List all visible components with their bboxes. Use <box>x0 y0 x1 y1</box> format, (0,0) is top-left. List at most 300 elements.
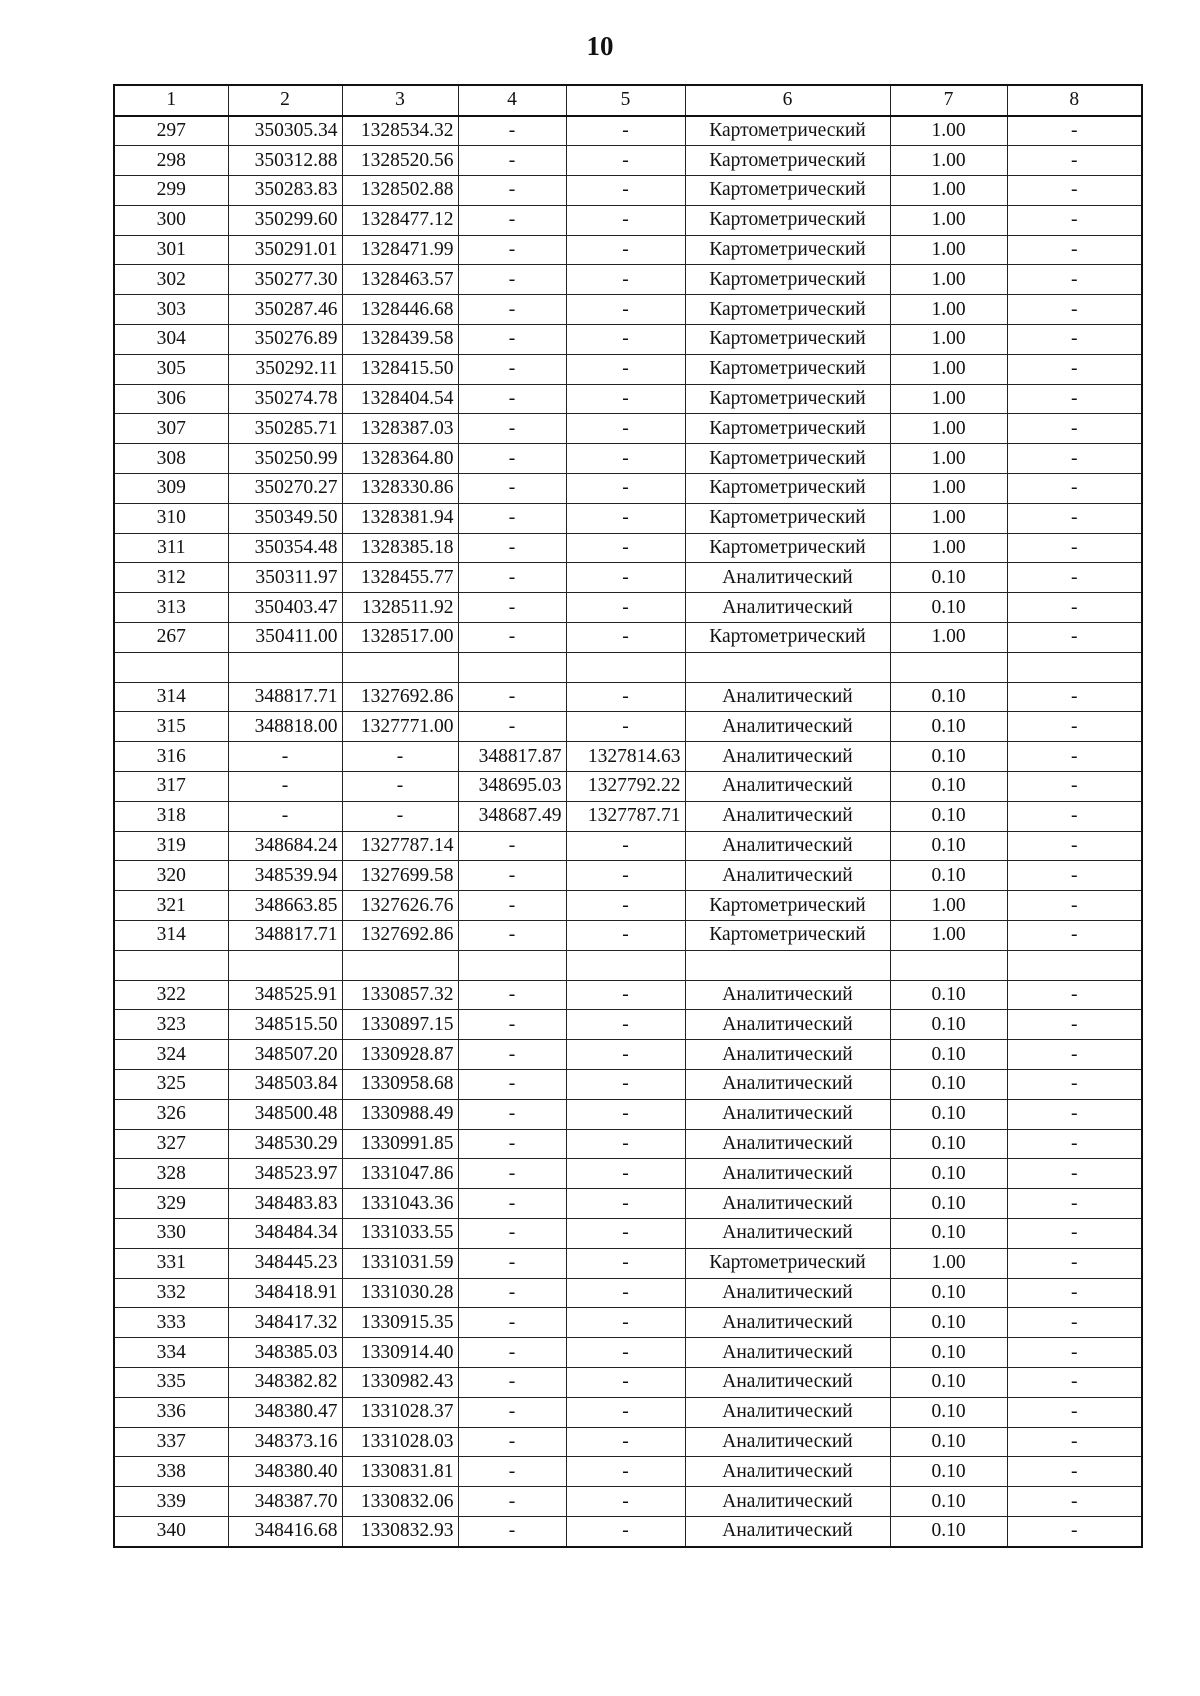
x-coordinate-cell: 348515.50 <box>228 1010 342 1040</box>
column-header: 2 <box>228 85 342 116</box>
y-coordinate-cell: 1327787.14 <box>342 831 458 861</box>
y-coordinate-cell: 1330915.35 <box>342 1308 458 1338</box>
y-coordinate-alt-cell: - <box>566 1367 685 1397</box>
point-number-cell: 299 <box>114 176 228 206</box>
point-number-cell: 334 <box>114 1338 228 1368</box>
y-coordinate-cell: 1328385.18 <box>342 533 458 563</box>
x-coordinate-alt-cell: - <box>458 176 566 206</box>
point-number-cell: 332 <box>114 1278 228 1308</box>
x-coordinate-cell: 350403.47 <box>228 593 342 623</box>
table-row <box>114 831 1142 861</box>
description-cell: - <box>1007 921 1142 951</box>
description-cell: - <box>1007 265 1142 295</box>
method-cell: Аналитический <box>685 1487 890 1517</box>
description-cell: - <box>1007 682 1142 712</box>
description-cell: - <box>1007 712 1142 742</box>
method-cell: Картометрический <box>685 444 890 474</box>
y-coordinate-alt-cell: 1327787.71 <box>566 801 685 831</box>
accuracy-cell: 1.00 <box>890 503 1007 533</box>
description-cell: - <box>1007 1516 1142 1546</box>
y-coordinate-cell: 1327699.58 <box>342 861 458 891</box>
point-number-cell: 321 <box>114 891 228 921</box>
x-coordinate-cell: 348484.34 <box>228 1218 342 1248</box>
x-coordinate-alt-cell: - <box>458 1248 566 1278</box>
accuracy-cell: 0.10 <box>890 1010 1007 1040</box>
x-coordinate-alt-cell: - <box>458 265 566 295</box>
y-coordinate-cell: 1328415.50 <box>342 354 458 384</box>
x-coordinate-cell: - <box>228 742 342 772</box>
x-coordinate-cell <box>228 950 342 980</box>
x-coordinate-cell: 350411.00 <box>228 623 342 653</box>
accuracy-cell: 1.00 <box>890 354 1007 384</box>
method-cell: Аналитический <box>685 1070 890 1100</box>
x-coordinate-cell: 350274.78 <box>228 384 342 414</box>
y-coordinate-alt-cell: - <box>566 1040 685 1070</box>
description-cell: - <box>1007 772 1142 802</box>
y-coordinate-cell: 1328520.56 <box>342 146 458 176</box>
description-cell: - <box>1007 444 1142 474</box>
y-coordinate-alt-cell: - <box>566 533 685 563</box>
x-coordinate-cell: 348500.48 <box>228 1099 342 1129</box>
x-coordinate-alt-cell: - <box>458 682 566 712</box>
x-coordinate-alt-cell: - <box>458 414 566 444</box>
method-cell: Аналитический <box>685 1367 890 1397</box>
y-coordinate-alt-cell: - <box>566 1248 685 1278</box>
y-coordinate-alt-cell: - <box>566 384 685 414</box>
x-coordinate-cell: 348503.84 <box>228 1070 342 1100</box>
table-row <box>114 801 1142 831</box>
method-cell: Аналитический <box>685 1129 890 1159</box>
y-coordinate-alt-cell: - <box>566 325 685 355</box>
x-coordinate-alt-cell: - <box>458 1159 566 1189</box>
x-coordinate-alt-cell: - <box>458 1129 566 1159</box>
method-cell: Картометрический <box>685 295 890 325</box>
point-number-cell: 330 <box>114 1218 228 1248</box>
accuracy-cell: 0.10 <box>890 712 1007 742</box>
method-cell: Аналитический <box>685 861 890 891</box>
x-coordinate-cell: 348416.68 <box>228 1516 342 1546</box>
y-coordinate-cell: 1328463.57 <box>342 265 458 295</box>
description-cell: - <box>1007 354 1142 384</box>
method-cell: Картометрический <box>685 533 890 563</box>
y-coordinate-alt-cell: - <box>566 1516 685 1546</box>
y-coordinate-cell: 1328387.03 <box>342 414 458 444</box>
table-row <box>114 146 1142 176</box>
accuracy-cell: 0.10 <box>890 1457 1007 1487</box>
accuracy-cell: 0.10 <box>890 563 1007 593</box>
accuracy-cell: 0.10 <box>890 1189 1007 1219</box>
point-number-cell: 305 <box>114 354 228 384</box>
table-row <box>114 295 1142 325</box>
y-coordinate-alt-cell <box>566 652 685 682</box>
y-coordinate-cell: 1330958.68 <box>342 1070 458 1100</box>
y-coordinate-alt-cell: - <box>566 354 685 384</box>
description-cell: - <box>1007 980 1142 1010</box>
y-coordinate-cell: 1331031.59 <box>342 1248 458 1278</box>
table-row <box>114 503 1142 533</box>
table-row <box>114 205 1142 235</box>
x-coordinate-alt-cell: - <box>458 1189 566 1219</box>
accuracy-cell: 0.10 <box>890 1427 1007 1457</box>
point-number-cell: 339 <box>114 1487 228 1517</box>
x-coordinate-cell: 348530.29 <box>228 1129 342 1159</box>
table-row <box>114 1010 1142 1040</box>
point-number-cell: 300 <box>114 205 228 235</box>
y-coordinate-alt-cell: - <box>566 444 685 474</box>
method-cell: Аналитический <box>685 801 890 831</box>
description-cell: - <box>1007 1159 1142 1189</box>
table-row <box>114 563 1142 593</box>
method-cell: Аналитический <box>685 1338 890 1368</box>
accuracy-cell: 1.00 <box>890 444 1007 474</box>
description-cell: - <box>1007 474 1142 504</box>
method-cell: Аналитический <box>685 1040 890 1070</box>
method-cell: Картометрический <box>685 1248 890 1278</box>
y-coordinate-alt-cell: - <box>566 1010 685 1040</box>
y-coordinate-cell: 1330914.40 <box>342 1338 458 1368</box>
point-number-cell: 307 <box>114 414 228 444</box>
point-number-cell: 310 <box>114 503 228 533</box>
x-coordinate-alt-cell: 348695.03 <box>458 772 566 802</box>
table-row <box>114 1278 1142 1308</box>
description-cell: - <box>1007 205 1142 235</box>
x-coordinate-alt-cell: 348687.49 <box>458 801 566 831</box>
table-row <box>114 1427 1142 1457</box>
table-row <box>114 712 1142 742</box>
accuracy-cell <box>890 652 1007 682</box>
x-coordinate-alt-cell: - <box>458 980 566 1010</box>
accuracy-cell: 0.10 <box>890 1487 1007 1517</box>
description-cell: - <box>1007 146 1142 176</box>
point-number-cell: 312 <box>114 563 228 593</box>
x-coordinate-alt-cell: - <box>458 1218 566 1248</box>
table-row <box>114 116 1142 146</box>
y-coordinate-cell: 1328534.32 <box>342 116 458 146</box>
y-coordinate-alt-cell: - <box>566 980 685 1010</box>
table-row <box>114 682 1142 712</box>
y-coordinate-cell: 1328364.80 <box>342 444 458 474</box>
method-cell: Картометрический <box>685 205 890 235</box>
accuracy-cell: 1.00 <box>890 235 1007 265</box>
x-coordinate-cell: 350250.99 <box>228 444 342 474</box>
x-coordinate-alt-cell: - <box>458 1427 566 1457</box>
accuracy-cell <box>890 950 1007 980</box>
accuracy-cell: 0.10 <box>890 742 1007 772</box>
x-coordinate-alt-cell: - <box>458 533 566 563</box>
table-row <box>114 176 1142 206</box>
method-cell: Картометрический <box>685 146 890 176</box>
x-coordinate-alt-cell <box>458 950 566 980</box>
y-coordinate-alt-cell: - <box>566 205 685 235</box>
accuracy-cell: 0.10 <box>890 1516 1007 1546</box>
table-row <box>114 772 1142 802</box>
method-cell: Аналитический <box>685 1218 890 1248</box>
accuracy-cell: 0.10 <box>890 593 1007 623</box>
accuracy-cell: 1.00 <box>890 205 1007 235</box>
column-header: 6 <box>685 85 890 116</box>
y-coordinate-cell: 1331028.37 <box>342 1397 458 1427</box>
x-coordinate-cell: 348380.40 <box>228 1457 342 1487</box>
description-cell: - <box>1007 1099 1142 1129</box>
table-row <box>114 1516 1142 1546</box>
y-coordinate-alt-cell: - <box>566 1457 685 1487</box>
point-number-cell: 320 <box>114 861 228 891</box>
x-coordinate-alt-cell: - <box>458 205 566 235</box>
y-coordinate-alt-cell: - <box>566 146 685 176</box>
y-coordinate-cell: 1328446.68 <box>342 295 458 325</box>
point-number-cell: 325 <box>114 1070 228 1100</box>
page-number: 10 <box>586 31 614 61</box>
method-cell: Аналитический <box>685 831 890 861</box>
accuracy-cell: 0.10 <box>890 831 1007 861</box>
table-row <box>114 1487 1142 1517</box>
y-coordinate-alt-cell: - <box>566 891 685 921</box>
y-coordinate-alt-cell: - <box>566 503 685 533</box>
method-cell: Картометрический <box>685 116 890 146</box>
accuracy-cell: 1.00 <box>890 116 1007 146</box>
y-coordinate-cell: 1328439.58 <box>342 325 458 355</box>
y-coordinate-alt-cell: - <box>566 1070 685 1100</box>
description-cell: - <box>1007 1218 1142 1248</box>
table-row <box>114 652 1142 682</box>
table-row <box>114 1189 1142 1219</box>
x-coordinate-cell: 348382.82 <box>228 1367 342 1397</box>
point-number-cell: 301 <box>114 235 228 265</box>
point-number-cell: 315 <box>114 712 228 742</box>
description-cell: - <box>1007 1487 1142 1517</box>
description-cell: - <box>1007 623 1142 653</box>
y-coordinate-cell: - <box>342 801 458 831</box>
point-number-cell: 298 <box>114 146 228 176</box>
accuracy-cell: 1.00 <box>890 474 1007 504</box>
point-number-cell: 311 <box>114 533 228 563</box>
y-coordinate-alt-cell: - <box>566 921 685 951</box>
table-row <box>114 980 1142 1010</box>
table-row <box>114 1159 1142 1189</box>
x-coordinate-cell: 350285.71 <box>228 414 342 444</box>
accuracy-cell: 1.00 <box>890 414 1007 444</box>
accuracy-cell: 0.10 <box>890 1367 1007 1397</box>
y-coordinate-alt-cell: - <box>566 1218 685 1248</box>
method-cell: Аналитический <box>685 772 890 802</box>
description-cell: - <box>1007 116 1142 146</box>
y-coordinate-alt-cell: - <box>566 563 685 593</box>
y-coordinate-cell: 1328502.88 <box>342 176 458 206</box>
accuracy-cell: 1.00 <box>890 176 1007 206</box>
y-coordinate-cell: 1330831.81 <box>342 1457 458 1487</box>
accuracy-cell: 1.00 <box>890 1248 1007 1278</box>
accuracy-cell: 0.10 <box>890 1338 1007 1368</box>
description-cell: - <box>1007 1338 1142 1368</box>
description-cell: - <box>1007 1189 1142 1219</box>
y-coordinate-alt-cell: - <box>566 1308 685 1338</box>
point-number-cell: 314 <box>114 921 228 951</box>
description-cell: - <box>1007 176 1142 206</box>
x-coordinate-alt-cell: - <box>458 474 566 504</box>
x-coordinate-cell: 348817.71 <box>228 921 342 951</box>
description-cell: - <box>1007 831 1142 861</box>
column-header: 5 <box>566 85 685 116</box>
x-coordinate-alt-cell: 348817.87 <box>458 742 566 772</box>
y-coordinate-alt-cell: - <box>566 235 685 265</box>
method-cell: Картометрический <box>685 503 890 533</box>
x-coordinate-alt-cell: - <box>458 1338 566 1368</box>
method-cell: Аналитический <box>685 1159 890 1189</box>
point-number-cell: 302 <box>114 265 228 295</box>
description-cell: - <box>1007 1427 1142 1457</box>
table-row <box>114 891 1142 921</box>
x-coordinate-cell: 348818.00 <box>228 712 342 742</box>
x-coordinate-alt-cell: - <box>458 1367 566 1397</box>
description-cell <box>1007 950 1142 980</box>
method-cell: Аналитический <box>685 1516 890 1546</box>
table-row <box>114 384 1142 414</box>
description-cell: - <box>1007 1278 1142 1308</box>
table-row <box>114 1397 1142 1427</box>
method-cell: Аналитический <box>685 980 890 1010</box>
description-cell: - <box>1007 801 1142 831</box>
point-number-cell <box>114 652 228 682</box>
y-coordinate-alt-cell: - <box>566 295 685 325</box>
table-row <box>114 354 1142 384</box>
y-coordinate-cell: 1330982.43 <box>342 1367 458 1397</box>
method-cell: Аналитический <box>685 1457 890 1487</box>
table-row <box>114 950 1142 980</box>
x-coordinate-cell: 350299.60 <box>228 205 342 235</box>
point-number-cell: 336 <box>114 1397 228 1427</box>
point-number-cell: 329 <box>114 1189 228 1219</box>
accuracy-cell: 0.10 <box>890 1218 1007 1248</box>
point-number-cell: 327 <box>114 1129 228 1159</box>
description-cell: - <box>1007 742 1142 772</box>
point-number-cell: 304 <box>114 325 228 355</box>
y-coordinate-alt-cell: - <box>566 176 685 206</box>
point-number-cell: 324 <box>114 1040 228 1070</box>
point-number-cell: 308 <box>114 444 228 474</box>
x-coordinate-cell: 348684.24 <box>228 831 342 861</box>
x-coordinate-cell: 350292.11 <box>228 354 342 384</box>
point-number-cell: 316 <box>114 742 228 772</box>
table-row <box>114 1248 1142 1278</box>
x-coordinate-alt-cell: - <box>458 1308 566 1338</box>
description-cell: - <box>1007 593 1142 623</box>
accuracy-cell: 1.00 <box>890 295 1007 325</box>
method-cell: Картометрический <box>685 921 890 951</box>
table-body <box>114 85 1142 1547</box>
point-number-cell: 319 <box>114 831 228 861</box>
x-coordinate-cell: 350277.30 <box>228 265 342 295</box>
y-coordinate-alt-cell: - <box>566 1338 685 1368</box>
y-coordinate-cell: 1331043.36 <box>342 1189 458 1219</box>
accuracy-cell: 0.10 <box>890 682 1007 712</box>
table-row <box>114 742 1142 772</box>
y-coordinate-cell: 1327771.00 <box>342 712 458 742</box>
y-coordinate-alt-cell: - <box>566 1189 685 1219</box>
point-number-cell: 267 <box>114 623 228 653</box>
method-cell: Картометрический <box>685 265 890 295</box>
x-coordinate-cell: 348507.20 <box>228 1040 342 1070</box>
table-row <box>114 1367 1142 1397</box>
x-coordinate-cell: 348523.97 <box>228 1159 342 1189</box>
x-coordinate-alt-cell: - <box>458 1397 566 1427</box>
description-cell: - <box>1007 1308 1142 1338</box>
table-row <box>114 414 1142 444</box>
table-row <box>114 325 1142 355</box>
x-coordinate-alt-cell: - <box>458 1070 566 1100</box>
accuracy-cell: 0.10 <box>890 1040 1007 1070</box>
table-row <box>114 1338 1142 1368</box>
column-header: 7 <box>890 85 1007 116</box>
table-row <box>114 1457 1142 1487</box>
description-cell: - <box>1007 1010 1142 1040</box>
y-coordinate-alt-cell: - <box>566 474 685 504</box>
x-coordinate-cell: 348387.70 <box>228 1487 342 1517</box>
description-cell: - <box>1007 563 1142 593</box>
y-coordinate-cell: 1327692.86 <box>342 682 458 712</box>
point-number-cell: 335 <box>114 1367 228 1397</box>
y-coordinate-cell: 1330897.15 <box>342 1010 458 1040</box>
accuracy-cell: 0.10 <box>890 1159 1007 1189</box>
method-cell: Аналитический <box>685 1308 890 1338</box>
accuracy-cell: 1.00 <box>890 265 1007 295</box>
coordinates-table <box>113 84 1143 1548</box>
x-coordinate-cell: 348483.83 <box>228 1189 342 1219</box>
accuracy-cell: 0.10 <box>890 861 1007 891</box>
y-coordinate-cell: 1327626.76 <box>342 891 458 921</box>
y-coordinate-cell: 1331047.86 <box>342 1159 458 1189</box>
table-row <box>114 921 1142 951</box>
y-coordinate-alt-cell: - <box>566 682 685 712</box>
y-coordinate-alt-cell: - <box>566 414 685 444</box>
y-coordinate-cell: 1328330.86 <box>342 474 458 504</box>
description-cell: - <box>1007 891 1142 921</box>
x-coordinate-alt-cell: - <box>458 503 566 533</box>
table-row <box>114 593 1142 623</box>
method-cell: Аналитический <box>685 682 890 712</box>
method-cell <box>685 652 890 682</box>
y-coordinate-cell <box>342 950 458 980</box>
table-row <box>114 1129 1142 1159</box>
y-coordinate-alt-cell: - <box>566 1487 685 1517</box>
point-number-cell: 337 <box>114 1427 228 1457</box>
point-number-cell: 309 <box>114 474 228 504</box>
x-coordinate-alt-cell: - <box>458 1457 566 1487</box>
y-coordinate-alt-cell: 1327792.22 <box>566 772 685 802</box>
description-cell: - <box>1007 414 1142 444</box>
x-coordinate-alt-cell: - <box>458 1099 566 1129</box>
x-coordinate-alt-cell: - <box>458 1487 566 1517</box>
y-coordinate-alt-cell: - <box>566 1099 685 1129</box>
y-coordinate-alt-cell: - <box>566 1278 685 1308</box>
column-header: 4 <box>458 85 566 116</box>
x-coordinate-alt-cell: - <box>458 891 566 921</box>
y-coordinate-cell: 1330857.32 <box>342 980 458 1010</box>
x-coordinate-cell: 348373.16 <box>228 1427 342 1457</box>
description-cell: - <box>1007 1248 1142 1278</box>
x-coordinate-alt-cell: - <box>458 354 566 384</box>
table-row <box>114 474 1142 504</box>
method-cell: Аналитический <box>685 1099 890 1129</box>
description-cell: - <box>1007 533 1142 563</box>
description-cell: - <box>1007 1070 1142 1100</box>
method-cell: Аналитический <box>685 742 890 772</box>
table-row <box>114 1099 1142 1129</box>
table-row <box>114 1070 1142 1100</box>
x-coordinate-alt-cell: - <box>458 116 566 146</box>
description-cell: - <box>1007 295 1142 325</box>
point-number-cell: 317 <box>114 772 228 802</box>
x-coordinate-cell: - <box>228 772 342 802</box>
